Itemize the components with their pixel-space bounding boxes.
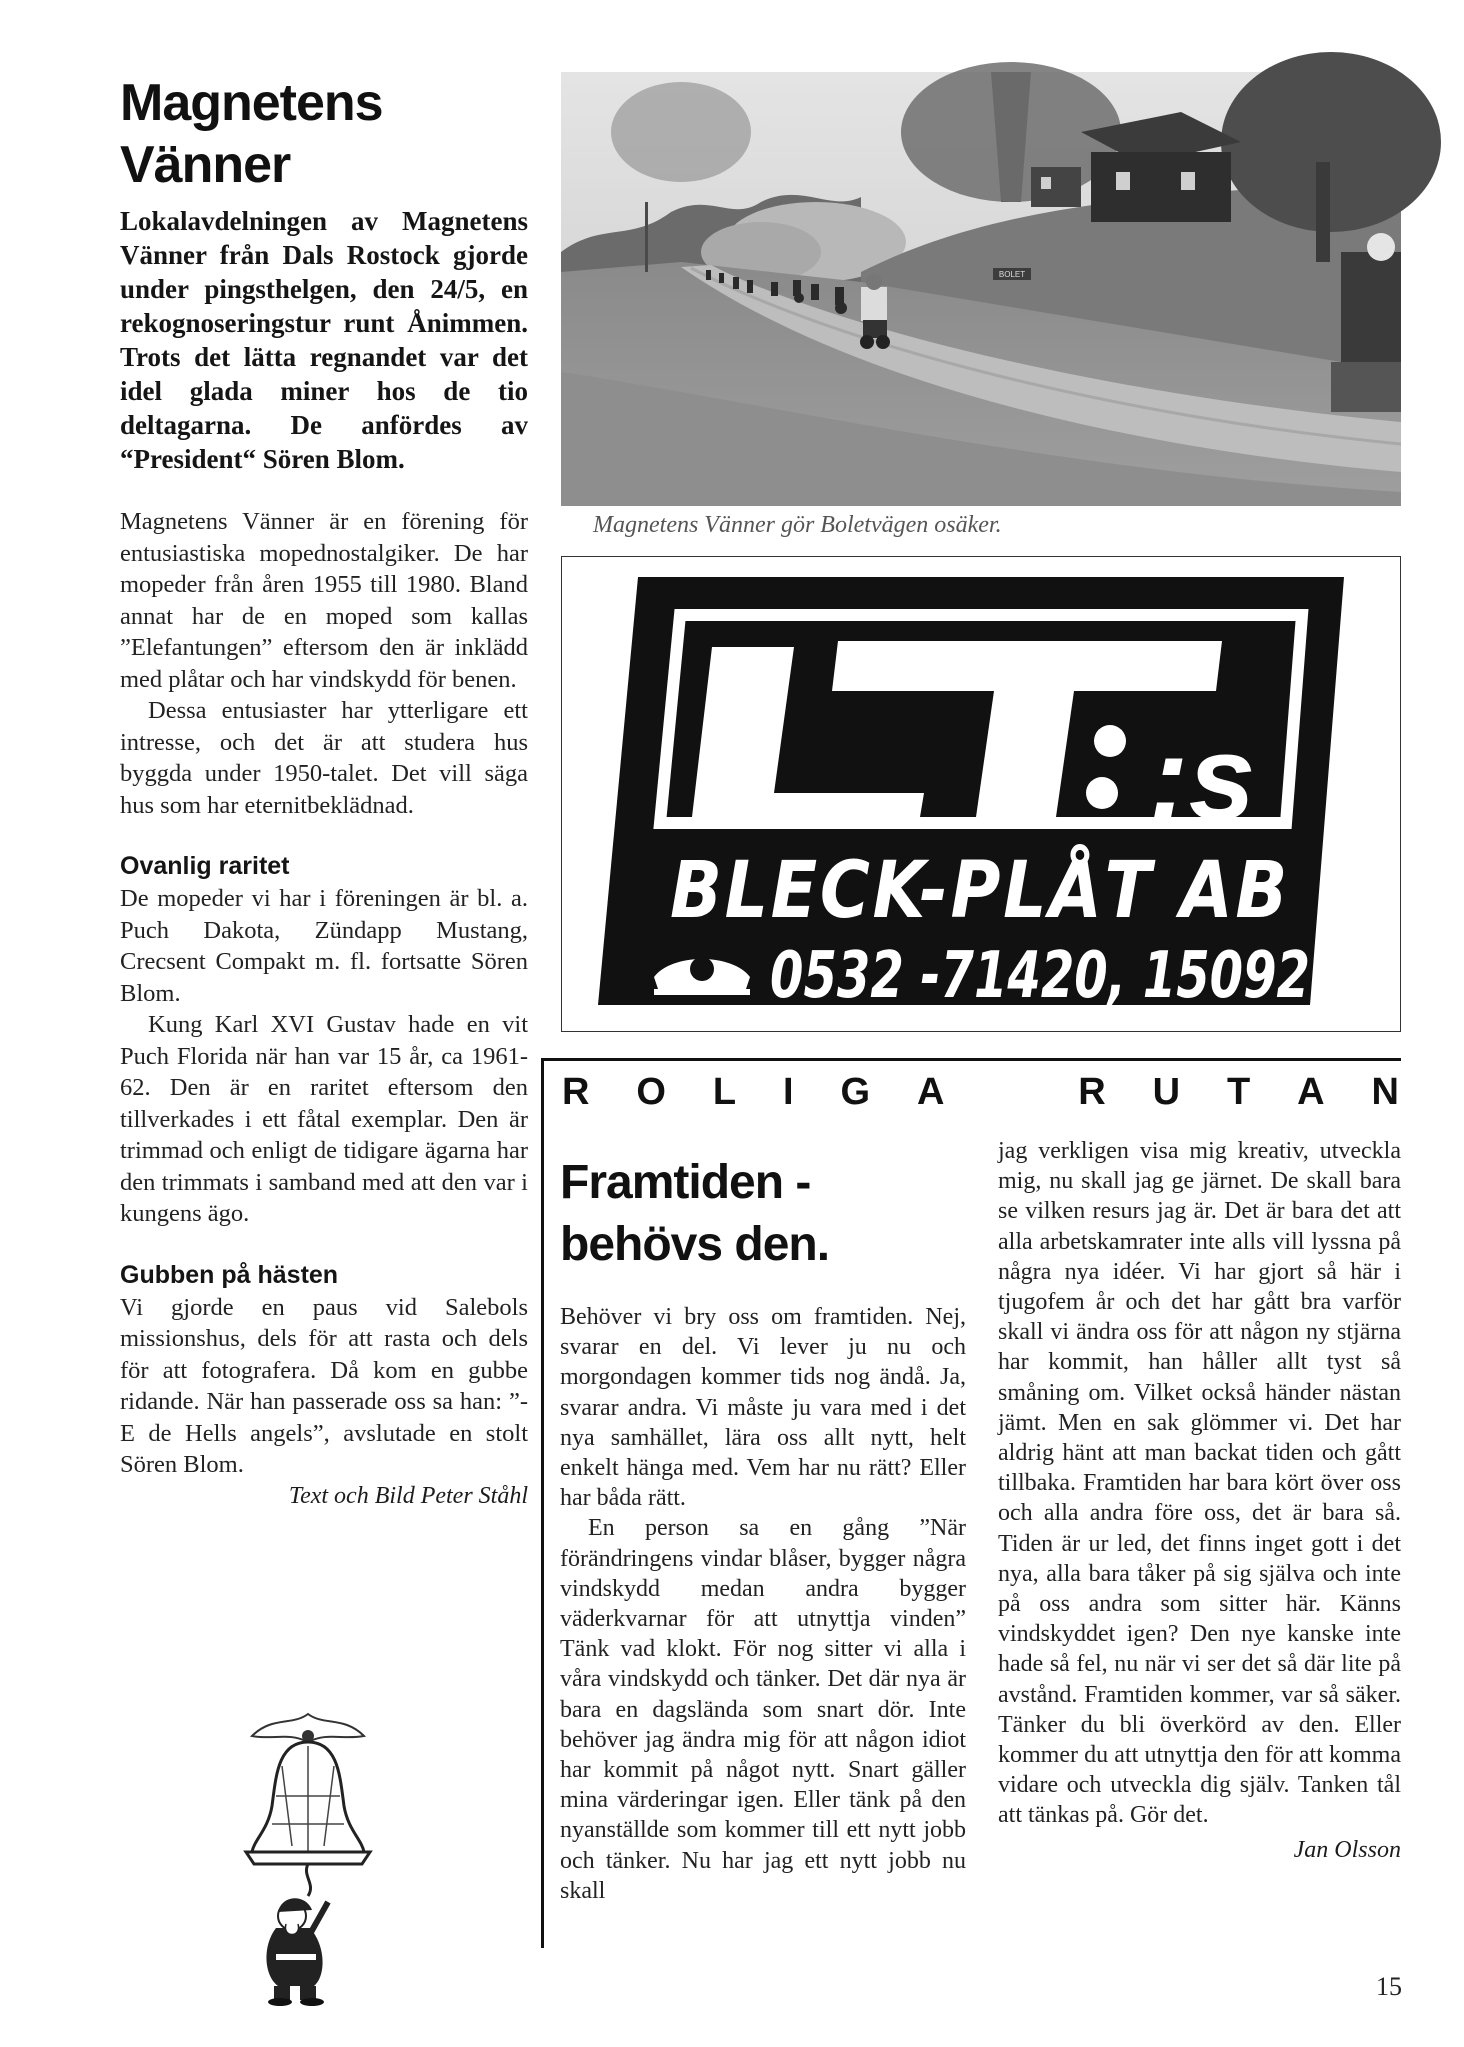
phone-numbers: 0532 -71420, 15092 xyxy=(770,939,1310,1013)
logo-suffix: :s xyxy=(1148,711,1256,845)
page-number: 15 xyxy=(1376,1972,1402,2001)
title-line-2: Vänner xyxy=(120,136,291,194)
roliga-paragraph-2: En person sa en gång ”När förändringens vindar blåser, bygger några vindskydd medan andra bygger väderkvarnar för att utnyttja vinden” Tänk vad klokt. För nog sitter vi alla i våra vindskydd och tänker. Det där nya är bara en dagslända som snart dör. Inte behöver jag ändra mig för att någon idiot har kommit på något nytt. Snart gäller mina värderingar igen. Eller tänk på den nyanställde som kommer till ett nytt jobb och tänker. Nu har jag ett nytt jobb nu skall xyxy=(560,1515,966,1904)
roliga-column-1 xyxy=(560,1302,966,1906)
roliga-signature: Jan Olsson xyxy=(1293,1836,1401,1863)
road-sign-text: BOLET xyxy=(998,270,1026,279)
paragraph-2: Dessa entusiaster har ytterligare ett intresse, och det är att studera hus byggda under 1950-talet. Det vill säga hus som har eternitbeklädnad. xyxy=(120,697,528,819)
article-credit: Text och Bild Peter Ståhl xyxy=(288,1482,528,1509)
lts-bleck-plat-advertisement xyxy=(561,556,1401,1032)
paragraph-3: De mopeder vi har i föreningen är bl. a. Puch Dakota, Zündapp Mustang, Crecsent Compakt m. fl. fortsatte Sören Blom. xyxy=(120,885,528,1007)
heading-letter: U xyxy=(1152,1070,1181,1113)
title-line-1: Magnetens xyxy=(120,74,383,132)
heading-letter: I xyxy=(783,1070,794,1113)
roliga-rutan-heading xyxy=(560,1068,1401,1116)
subhead-gubben-pa-hasten: Gubben på hästen xyxy=(120,1260,339,1289)
roliga-title xyxy=(560,1152,970,1276)
roliga-paragraph-3: jag verkligen visa mig kreativ, utveckla mig, nu skall jag ge järnet. De skall bara se vilken resurs jag är. Det är bara det att alla arbetskamrater inte alls vill lyssna på några nya idéer. Vi har gjort så här i tjugofem år och det har gått bra varför skall vi ändra oss för att någon ny stjärna har kommit, han håller allt tyst så småning om. Vilket också händer nästan jämt. Men en sak glömmer vi. Det har aldrig hänt att man backat tiden och gått tillbaka. Framtiden har bara kört över oss och alla andra före oss, det är bara så. Tiden är ur led, det finns inget gott i det nya, alla bara tåker på sig själva och inte på oss andra som sitter här. Känns vindskyddet igen? Den nye kanske inte hade så fel, nu när vi ser det så där lite på avstånd. Framtiden kommer, var så säker. Tänker du bli överkörd av den. Eller kommer du att utnyttja den för att komma vidare och utveckla dig själv. Tanken tål att tänkas på. Gör det. xyxy=(998,1138,1401,1829)
company-name: BLECK-PLÅT AB xyxy=(670,846,1380,936)
heading-letter: R xyxy=(1078,1070,1106,1113)
heading-letter: O xyxy=(636,1070,666,1113)
article-magnetens-vanner xyxy=(120,72,528,1512)
article-title xyxy=(120,72,528,196)
santa-bell-illustration xyxy=(232,1706,384,2006)
heading-letter: A xyxy=(916,1070,945,1113)
subhead-ovanlig-raritet: Ovanlig raritet xyxy=(120,852,290,880)
roliga-column-2 xyxy=(998,1136,1401,1865)
moped-road-photo xyxy=(561,72,1401,506)
ad-artwork xyxy=(562,557,1399,1030)
paragraph-1: Magnetens Vänner är en förening för entusiastiska mopednostalgiker. De har mopeder från åren 1955 till 1980. Bland annat har de en moped som kallas ”Elefantungen” eftersom den är inklädd med plåtar och har vindskydd för benen. xyxy=(120,508,528,693)
paragraph-4: Kung Karl XVI Gustav hade en vit Puch Florida när han var 15 år, ca 1961-62. Den är en raritet eftersom den tillverkades i ett fåtal exemplar. Den är trimmad och enligt de tidigare ägarna har den trimmats i samband med att den var i kungens ägo. xyxy=(120,1011,528,1227)
article-lead: Lokalavdelningen av Magnetens Vänner från Dals Rostock gjorde under pingsthelgen, den 24/5, en rekognoseringstur runt Ånimmen. Trots det lätta regnandet var det idel glada miner hos de tio deltagarna. De anfördes av “President“ Sören Blom. xyxy=(120,206,528,474)
box-rule-left xyxy=(541,1058,544,1948)
photo-illustration xyxy=(561,72,1401,506)
santa-bell-icon xyxy=(232,1706,384,2006)
paragraph-5: Vi gjorde en paus vid Salebols missionshus, dels för att rasta och dels för att fotografera. Då kom en gubbe ridande. När han passerade oss sa han: ”- E de Hells angels”, avslutade en stolt Sören Blom. xyxy=(120,1293,528,1478)
heading-letter: G xyxy=(840,1070,871,1113)
heading-letter: R xyxy=(562,1070,590,1113)
heading-letter: A xyxy=(1297,1070,1325,1113)
roliga-title-line-2: behövs den. xyxy=(560,1218,830,1271)
roliga-paragraph-1: Behöver vi bry oss om framtiden. Nej, svarar en del. Vi lever ju nu och morgondagen kommer tids nog ändå. Ja, svarar andra. Vi måste ju vara med i det nya samhället, lära oss allt nytt, helt enkelt hänga med. Vem har nu rätt? Eller har båda rätt. xyxy=(560,1304,966,1512)
photo-caption: Magnetens Vänner gör Boletvägen osäker. xyxy=(593,512,1002,538)
heading-letter: N xyxy=(1371,1070,1399,1113)
box-rule-top xyxy=(541,1058,1401,1061)
heading-letter: L xyxy=(712,1070,737,1113)
roliga-title-line-1: Framtiden - xyxy=(560,1156,811,1209)
heading-letter: T xyxy=(1227,1070,1251,1113)
